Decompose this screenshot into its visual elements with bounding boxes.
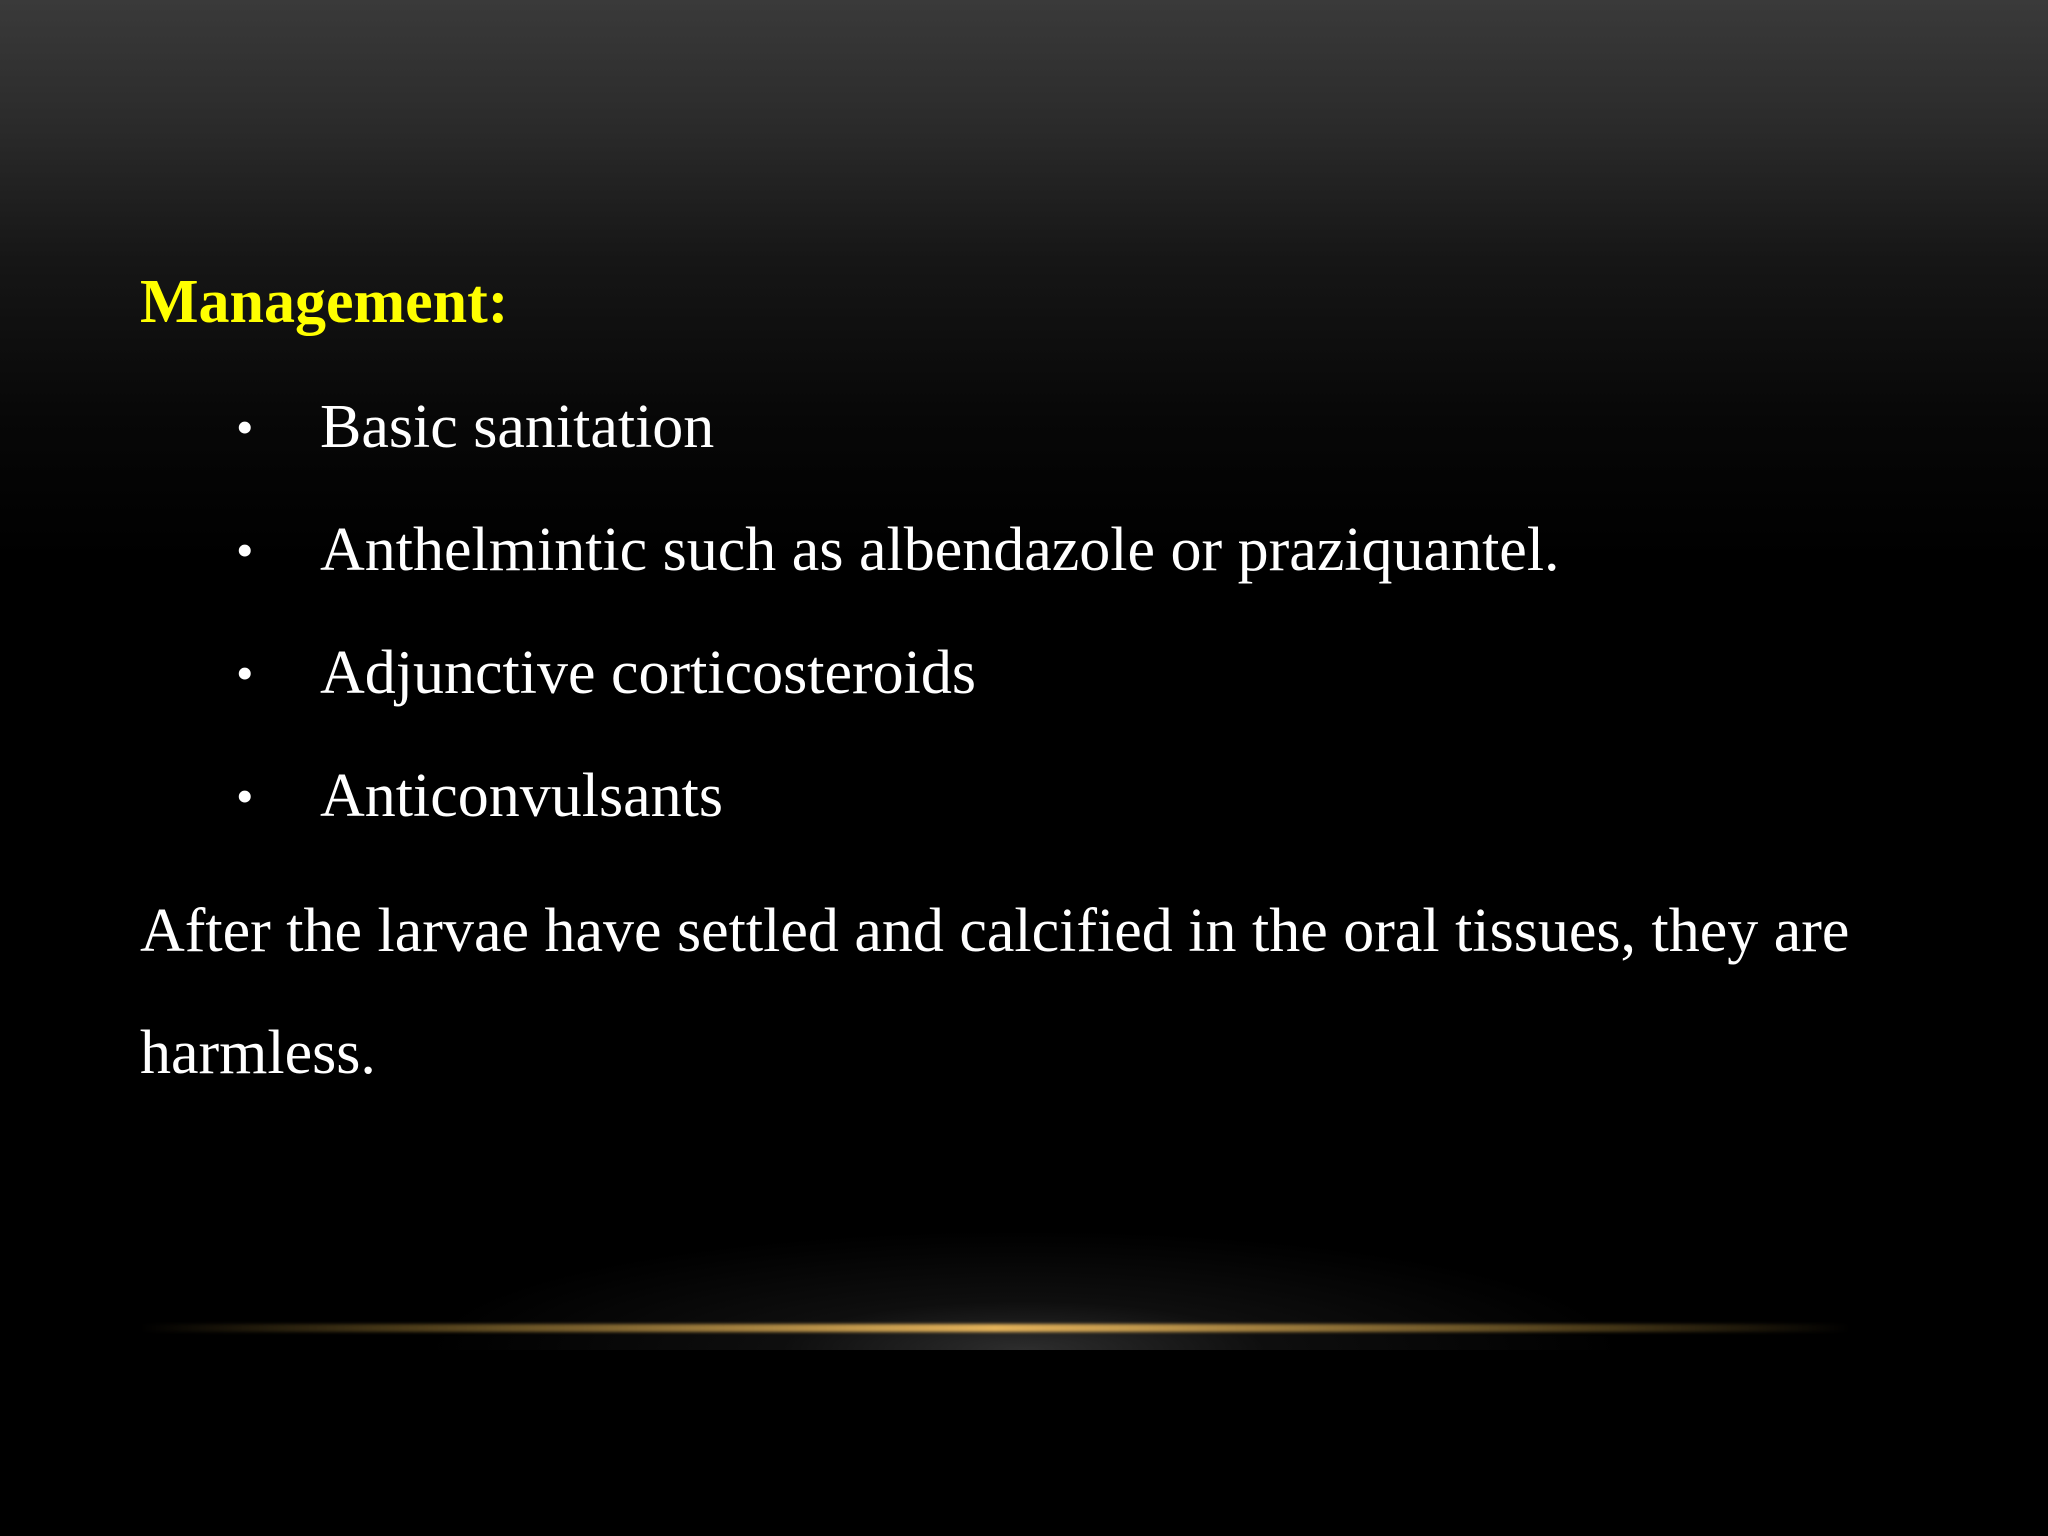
bullet-icon: •	[236, 522, 254, 578]
bottom-glow-decoration	[424, 1150, 1624, 1350]
bullet-text: Anticonvulsants	[320, 762, 723, 830]
bullet-text: Adjunctive corticosteroids	[320, 639, 976, 707]
bullet-text: Basic sanitation	[320, 393, 715, 461]
body-paragraph: After the larvae have settled and calcified in the oral tissues, they are harmless.	[140, 897, 1850, 1087]
bullet-icon: •	[236, 768, 254, 824]
bullet-text: Anthelmintic such as albendazole or praziquantel.	[320, 516, 1560, 584]
golden-light-line-decoration	[140, 1324, 1850, 1332]
slide-heading: Management:	[140, 268, 509, 336]
bullet-icon: •	[236, 645, 254, 701]
bullet-icon: •	[236, 399, 254, 455]
